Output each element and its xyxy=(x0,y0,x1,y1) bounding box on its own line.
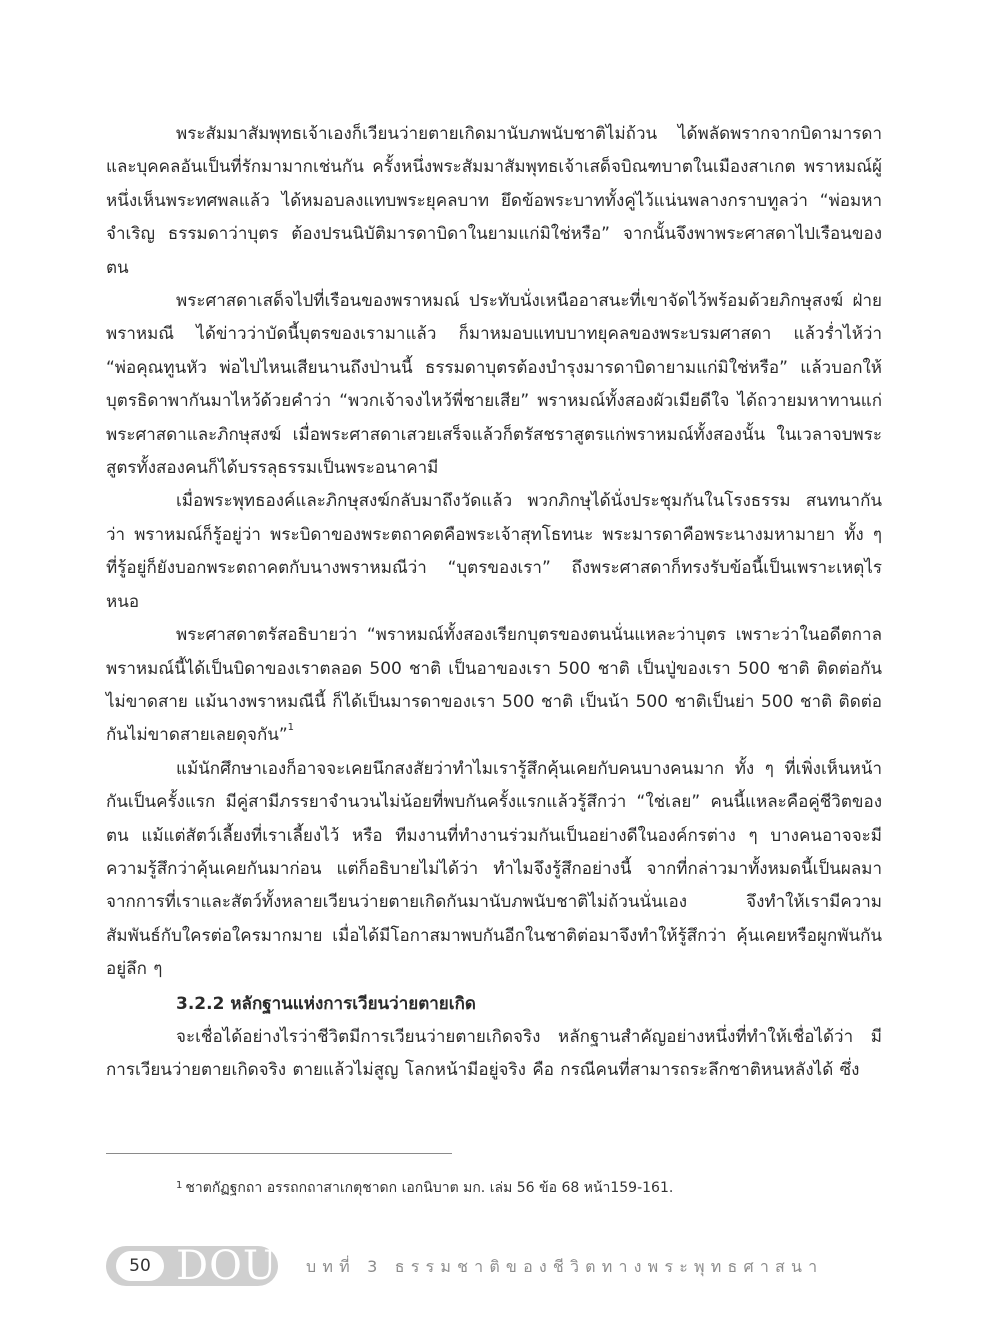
paragraph-6: จะเชื่อได้อย่างไรว่าชีวิตมีการเวียนว่ายตายเกิดจริง หลักฐานสำคัญอย่างหนึ่งที่ทำให้เชื่อได้ว่า มีการเวียนว่ายตายเกิดจริง ตายแล้วไม่สูญ โลกหน้ามีอยู่จริง คือ กรณีคนที่สามารถระลึกชาติหนหลังได้ ซึ่ง xyxy=(106,1026,882,1080)
footnote xyxy=(176,1177,876,1199)
footnote-reference[interactable]: 1 xyxy=(287,722,295,734)
footnote-divider xyxy=(106,1153,452,1154)
page-number: 50 xyxy=(116,1251,164,1281)
paragraph-3: เมื่อพระพุทธองค์และภิกษุสงฆ์กลับมาถึงวัดแล้ว พวกภิกษุได้นั่งประชุมกันในโรงธรรม สนทนากันว่า พราหมณ์ก็รู้อยู่ว่า พระบิดาของพระตถาคตคือพระเจ้าสุทโธทนะ พระมารดาคือพระนางมหามายา ทั้ง ๆ ที่รู้อยู่ก็ยังบอกพระตถาคตกับนางพราหมณีว่า “บุตรของเรา” ถึงพระศาสดาก็ทรงรับข้อนี้เป็นเพราะเหตุไรหนอ xyxy=(106,491,882,612)
chapter-title: บทที่ 3 ธรรมชาติของชีวิตทางพระพุทธศาสนา xyxy=(306,1257,824,1276)
paragraph-2: พระศาสดาเสด็จไปที่เรือนของพราหมณ์ ประทับนั่งเหนืออาสนะที่เขาจัดไว้พร้อมด้วยภิกษุสงฆ์ ฝ่ายพราหมณี ได้ข่าวว่าบัดนี้บุตรของเรามาแล้ว ก็มาหมอบแทบบาทยุคลของพระบรมศาสดา แล้วร่ำไห้ว่า “พ่อคุณทูนหัว พ่อไปไหนเสียนานถึงป่านนี้ ธรรมดาบุตรต้องบำรุงมารดาบิดายามแก่มิใช่หรือ” แล้วบอกให้บุตรธิดาพากันมาไหว้ด้วยคำว่า “พวกเจ้าจงไหว้พี่ชายเสีย” พราหมณ์ทั้งสองผัวเมียดีใจ ได้ถวายมหาทานแก่พระศาสดาและภิกษุสงฆ์ เมื่อพระศาสดาเสวยเสร็จแล้วก็ตรัสชราสูตรแก่พราหมณ์ทั้งสองนั้น ในเวลาจบพระสูตรทั้งสองคนก็ได้บรรลุธรรมเป็นพระอนาคามี xyxy=(106,291,882,479)
paragraph-1: พระสัมมาสัมพุทธเจ้าเองก็เวียนว่ายตายเกิดมานับภพนับชาติไม่ถ้วน ได้พลัดพรากจากบิดามารดาและบุคคลอันเป็นที่รักมามากเช่นกัน ครั้งหนึ่งพระสัมมาสัมพุทธเจ้าเสด็จบิณฑบาตในเมืองสาเกต พราหมณ์ผู้หนึ่งเห็นพระทศพลแล้ว ได้หมอบลงแทบพระยุคลบาท ยึดข้อพระบาททั้งคู่ไว้แน่นพลางกราบทูลว่า “พ่อมหาจำเริญ ธรรมดาว่าบุตร ต้องปรนนิบัติมารดาบิดาในยามแก่มิใช่หรือ” จากนั้นจึงพาพระศาสดาไปเรือนของตน xyxy=(106,124,882,278)
footnote-number: 1 xyxy=(176,1180,183,1191)
footnote-text: ชาตกัฏฐกถา อรรถกถาสาเกตุชาดก เอกนิบาต มก. เล่ม 56 ข้อ 68 หน้า159-161. xyxy=(185,1180,674,1196)
page-footer xyxy=(106,1242,886,1292)
section-heading: 3.2.2 หลักฐานแห่งการเวียนว่ายตายเกิด xyxy=(176,993,476,1014)
body-text xyxy=(106,118,882,1087)
paragraph-4-text: พระศาสดาตรัสอธิบายว่า “พราหมณ์ทั้งสองเรียกบุตรของตนนั่นแหละว่าบุตร เพราะว่าในอดีตกาลพราหมณ์นี้ได้เป็นบิดาของเราตลอด 500 ชาติ เป็นอาของเรา 500 ชาติ เป็นปู่ของเรา 500 ชาติ ติดต่อกันไม่ขาดสาย แม้นางพราหมณีนี้ ก็ได้เป็นมารดาของเรา 500 ชาติ เป็นน้า 500 ชาติเป็นย่า 500 ชาติ ติดต่อกันไม่ขาดสายเลยดุจกัน” xyxy=(106,625,882,746)
paragraph-4 xyxy=(106,619,882,753)
paragraph-5: แม้นักศึกษาเองก็อาจจะเคยนึกสงสัยว่าทำไมเรารู้สึกคุ้นเคยกับคนบางคนมาก ทั้ง ๆ ที่เพิ่งเห็นหน้ากันเป็นครั้งแรก มีคู่สามีภรรยาจำนวนไม่น้อยที่พบกันครั้งแรกแล้วรู้สึกว่า “ใช่เลย” คนนี้แหละคือคู่ชีวิตของตน แม้แต่สัตว์เลี้ยงที่เราเลี้ยงไว้ หรือ ทีมงานที่ทำงานร่วมกันเป็นอย่างดีในองค์กรต่าง ๆ บางคนอาจจะมีความรู้สึกว่าคุ้นเคยกันมาก่อน แต่ก็อธิบายไม่ได้ว่า ทำไมจึงรู้สึกอย่างนี้ จากที่กล่าวมาทั้งหมดนี้เป็นผลมาจากการที่เราและสัตว์ทั้งหลายเวียนว่ายตายเกิดกันมานับภพนับชาติไม่ถ้วนนั่นเอง จึงทำให้เรามีความสัมพันธ์กับใครต่อใครมากมาย เมื่อได้มีโอกาสมาพบกันอีกในชาติต่อมาจึงทำให้รู้สึกว่า คุ้นเคยหรือผูกพันกันอยู่ลึก ๆ xyxy=(106,758,882,980)
dou-logo: DOU xyxy=(176,1243,278,1289)
